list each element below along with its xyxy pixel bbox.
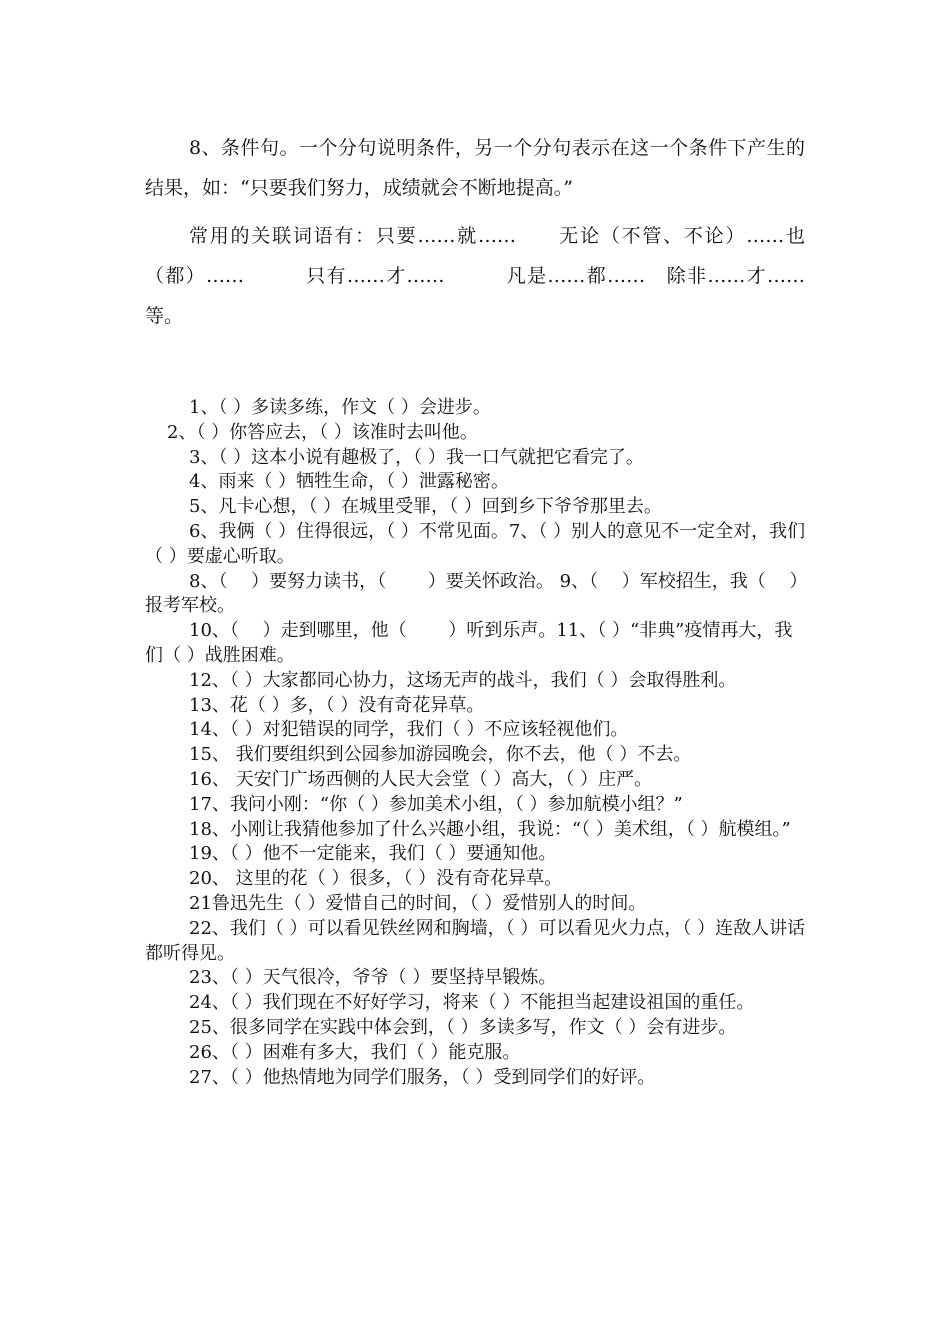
exercise-item: 8、（ ）要努力读书，（ ）要关怀政治。 9、（ ）军校招生，我（ ）报考军校。 bbox=[145, 570, 808, 617]
exercise-item: 4、雨来（ ）牺牲生命，（ ）泄露秘密。 bbox=[189, 471, 509, 493]
exercise-item: 17、我问小刚：“你（ ）参加美术小组，（ ）参加航模小组？” bbox=[189, 793, 683, 815]
conditional-sentence-intro bbox=[145, 128, 805, 336]
exercise-item: 18、小刚让我猜他参加了什么兴趣小组，我说：“（ ）美术组，（ ）航模组。” bbox=[189, 818, 791, 840]
exercise-item: 5、凡卡心想，（ ）在城里受罪，（ ）回到乡下爷爷那里去。 bbox=[189, 496, 662, 518]
exercise-item: 3、（ ）这本小说有趣极了，（ ）我一口气就把它看完了。 bbox=[189, 446, 644, 468]
exercise-item: 22、我们（ ）可以看见铁丝网和胸墙，（ ）可以看见火力点，（ ）连敌人讲话都听得见。 bbox=[145, 917, 806, 964]
exercise-item: 12、（ ）大家都同心协力，这场无声的战斗，我们（ ）会取得胜利。 bbox=[189, 669, 737, 691]
exercise-item: 24、（ ）我们现在不好好学习，将来（ ）不能担当起建设祖国的重任。 bbox=[189, 992, 755, 1014]
exercise-item: 16、 天安门广场西侧的人民大会堂（ ）高大，（ ）庄严。 bbox=[189, 768, 653, 790]
exercise-item: 13、花（ ）多，（ ）没有奇花异草。 bbox=[189, 694, 485, 716]
exercise-item: 1、（ ）多读多练，作文（ ）会进步。 bbox=[189, 397, 491, 418]
exercise-item: 2、（ ）你答应去，（ ）该准时去叫他。 bbox=[167, 421, 478, 443]
exercise-item: 14、（ ）对犯错误的同学，我们（ ）不应该轻视他们。 bbox=[189, 719, 629, 741]
exercise-item: 10、（ ）走到哪里，他（ ）听到乐声。11、（ ）“非典”疫情再大，我们（ ）战胜困难。 bbox=[145, 620, 793, 666]
exercise-list bbox=[145, 396, 810, 1090]
exercise-item: 26、（ ）困难有多大，我们（ ）能克服。 bbox=[189, 1041, 521, 1063]
exercise-item: 21鲁迅先生（ ）爱惜自己的时间，（ ）爱惜别人的时间。 bbox=[189, 892, 647, 914]
exercise-item: 25、很多同学在实践中体会到，（ ）多读多写，作文（ ）会有进步。 bbox=[189, 1016, 737, 1038]
connectives-paragraph: 常用的关联词语有：只要……就…… 无论（不管、不论）……也（都）…… 只有……才…… 凡是……都…… 除非……才……等。 bbox=[145, 225, 805, 327]
exercise-item: 20、 这里的花（ ）很多，（ ）没有奇花异草。 bbox=[189, 868, 563, 890]
exercise-item: 6、我俩（ ）住得很远，（ ）不常见面。7、（ ）别人的意见不一定全对，我们（ ）要虚心听取。 bbox=[145, 520, 806, 567]
definition-paragraph: 8、条件句。一个分句说明条件，另一个分句表示在这一个条件下产生的结果，如：“只要我们努力，成绩就会不断地提高。” bbox=[145, 137, 805, 199]
exercise-item: 23、（ ）天气很冷，爷爷（ ）要坚持早锻炼。 bbox=[189, 967, 557, 989]
exercise-item: 19、（ ）他不一定能来，我们（ ）要通知他。 bbox=[189, 843, 557, 865]
exercise-item: 27、（ ）他热情地为同学们服务，（ ）受到同学们的好评。 bbox=[189, 1066, 656, 1088]
exercise-item: 15、 我们要组织到公园参加游园晚会，你不去，他（ ）不去。 bbox=[189, 744, 692, 766]
